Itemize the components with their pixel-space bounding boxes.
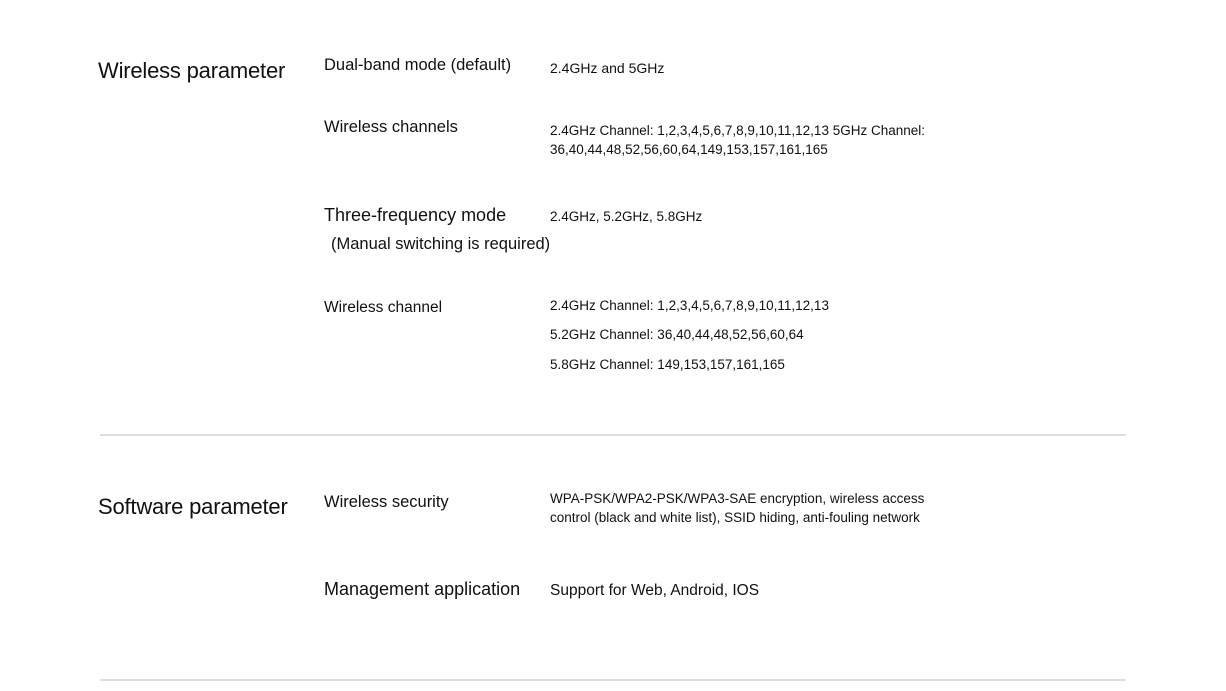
channel-24ghz-value: 2.4GHz Channel: 1,2,3,4,5,6,7,8,9,10,11,12,13 (550, 298, 829, 313)
management-application-label: Management application (324, 579, 521, 599)
management-application-value: Support for Web, Android, IOS (550, 582, 760, 599)
channel-58ghz-value: 5.8GHz Channel: 149,153,157,161,165 (550, 357, 785, 372)
wireless-channels-label: Wireless channels (324, 118, 458, 136)
wireless-security-value: WPA-PSK/WPA2-PSK/WPA3-SAE encryption, wireless access control (black and white list), SSID hiding, anti-fouling network (550, 491, 925, 525)
wireless-channels-value: 2.4GHz Channel: 1,2,3,4,5,6,7,8,9,10,11,12,13 5GHz Channel: 36,40,44,48,52,56,60,64,149,153,157,161,165 (550, 123, 926, 157)
wireless-security-label: Wireless security (324, 493, 449, 511)
dual-band-value: 2.4GHz and 5GHz (550, 60, 665, 76)
three-frequency-value: 2.4GHz, 5.2GHz, 5.8GHz (550, 209, 703, 224)
wireless-parameter-title: Wireless parameter (98, 58, 286, 83)
dual-band-label: Dual-band mode (default) (324, 56, 512, 74)
three-frequency-note: (Manual switching is required) (331, 235, 551, 253)
channel-52ghz-value: 5.2GHz Channel: 36,40,44,48,52,56,60,64 (550, 327, 804, 342)
bottom-divider (100, 679, 1126, 681)
wireless-channel-label: Wireless channel (324, 299, 443, 316)
three-frequency-label: Three-frequency mode (324, 205, 507, 225)
software-parameter-title: Software parameter (98, 494, 288, 519)
section-divider (100, 434, 1126, 436)
